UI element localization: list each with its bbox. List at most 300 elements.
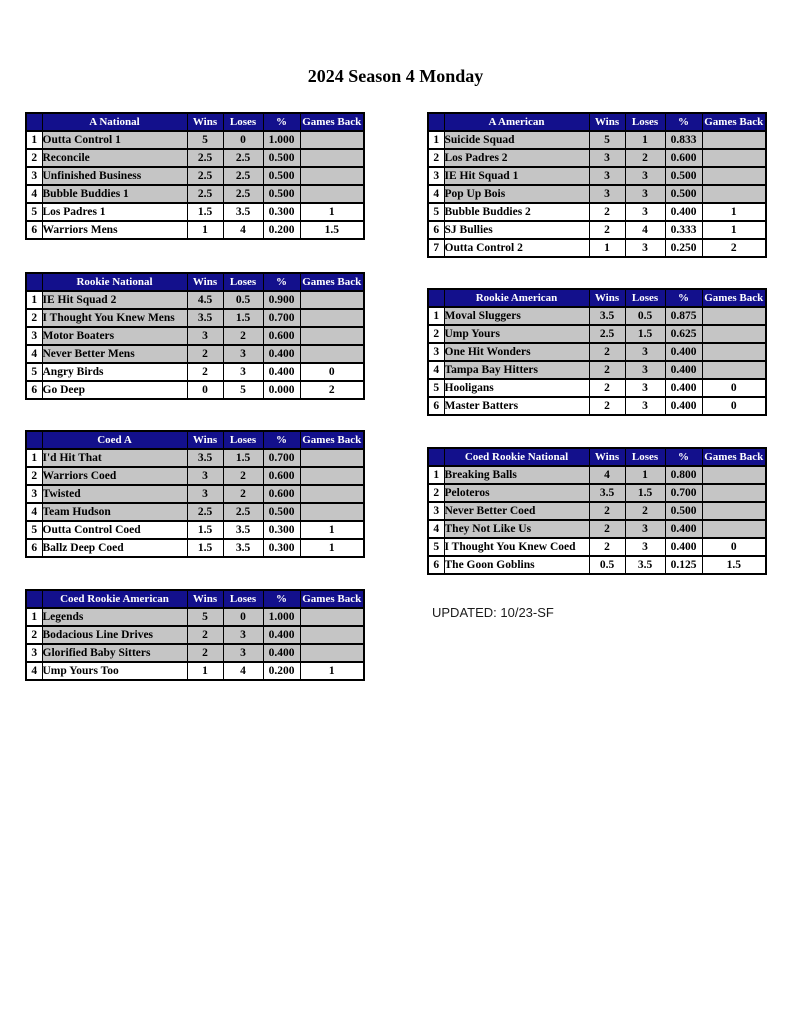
standings-row (26, 485, 364, 503)
wins-cell: 3 (589, 167, 625, 185)
games-back-cell: 0 (702, 379, 766, 397)
games-back-cell: 1 (300, 539, 364, 557)
games-back-cell: 1 (300, 662, 364, 680)
pct-cell: 0.875 (665, 307, 702, 325)
wins-cell: 3.5 (589, 484, 625, 502)
loses-header: Loses (223, 273, 263, 291)
rank-cell: 3 (428, 502, 444, 520)
league-name-header: A National (42, 113, 187, 131)
pct-cell: 0.500 (665, 502, 702, 520)
games-back-cell (300, 626, 364, 644)
loses-cell: 3 (625, 361, 665, 379)
team-cell: Warriors Mens (42, 221, 187, 239)
table-rookie-american (427, 288, 767, 416)
games-back-cell (702, 484, 766, 502)
rank-cell: 4 (428, 520, 444, 538)
wins-cell: 0.5 (589, 556, 625, 574)
games-back-cell (300, 291, 364, 309)
team-cell: Tampa Bay Hitters (444, 361, 589, 379)
standings-row (428, 484, 766, 502)
wins-cell: 2 (187, 363, 223, 381)
updated-note: UPDATED: 10/23-SF (432, 605, 554, 620)
standings-row (428, 538, 766, 556)
games-back-cell: 0 (300, 363, 364, 381)
standings-row (428, 203, 766, 221)
standings-row (428, 397, 766, 415)
team-cell: Ballz Deep Coed (42, 539, 187, 557)
standings-row (26, 203, 364, 221)
league-name-header: Coed A (42, 431, 187, 449)
loses-cell: 3 (223, 644, 263, 662)
loses-cell: 2.5 (223, 185, 263, 203)
pct-cell: 0.400 (665, 538, 702, 556)
team-cell: Twisted (42, 485, 187, 503)
standings-table (427, 447, 767, 575)
pct-cell: 0.500 (263, 167, 300, 185)
wins-header: Wins (187, 590, 223, 608)
pct-cell: 0.400 (665, 520, 702, 538)
wins-header: Wins (589, 448, 625, 466)
wins-cell: 3.5 (589, 307, 625, 325)
wins-cell: 2 (589, 221, 625, 239)
loses-cell: 0.5 (223, 291, 263, 309)
table-coed-rookie-american (25, 589, 363, 681)
games-back-cell: 1 (702, 203, 766, 221)
games-back-cell: 2 (300, 381, 364, 399)
team-cell: Bubble Buddies 2 (444, 203, 589, 221)
wins-cell: 3.5 (187, 309, 223, 327)
rank-cell: 6 (428, 221, 444, 239)
games-back-header: Games Back (702, 289, 766, 307)
rank-cell: 4 (428, 361, 444, 379)
rank-cell: 5 (428, 379, 444, 397)
pct-cell: 0.125 (665, 556, 702, 574)
games-back-cell (300, 503, 364, 521)
rank-cell: 6 (428, 397, 444, 415)
games-back-cell: 1 (300, 203, 364, 221)
team-cell: Bubble Buddies 1 (42, 185, 187, 203)
loses-cell: 1.5 (223, 449, 263, 467)
pct-cell: 0.625 (665, 325, 702, 343)
table-a-american (427, 112, 767, 258)
pct-cell: 1.000 (263, 131, 300, 149)
games-back-cell: 2 (702, 239, 766, 257)
team-cell: They Not Like Us (444, 520, 589, 538)
team-cell: Los Padres 1 (42, 203, 187, 221)
loses-cell: 2 (223, 327, 263, 345)
team-cell: Angry Birds (42, 363, 187, 381)
team-cell: Motor Boaters (42, 327, 187, 345)
league-name-header: Coed Rookie American (42, 590, 187, 608)
games-back-cell (300, 608, 364, 626)
team-cell: Outta Control Coed (42, 521, 187, 539)
loses-cell: 1.5 (625, 484, 665, 502)
pct-cell: 0.700 (263, 309, 300, 327)
standings-table (25, 589, 365, 681)
games-back-cell (702, 466, 766, 484)
rank-cell: 3 (26, 167, 42, 185)
standings-row (428, 361, 766, 379)
games-back-cell (300, 131, 364, 149)
games-back-cell (300, 345, 364, 363)
table-a-national (25, 112, 363, 240)
rank-cell: 7 (428, 239, 444, 257)
team-cell: Reconcile (42, 149, 187, 167)
wins-cell: 2.5 (187, 149, 223, 167)
team-cell: Breaking Balls (444, 466, 589, 484)
pct-header: % (263, 273, 300, 291)
pct-header: % (263, 590, 300, 608)
loses-cell: 2 (625, 149, 665, 167)
team-cell: IE Hit Squad 1 (444, 167, 589, 185)
standings-row (26, 363, 364, 381)
rank-cell: 2 (26, 467, 42, 485)
pct-cell: 0.333 (665, 221, 702, 239)
pct-cell: 0.500 (665, 167, 702, 185)
rank-header (26, 273, 42, 291)
standings-row (428, 520, 766, 538)
loses-header: Loses (223, 113, 263, 131)
loses-cell: 4 (223, 662, 263, 680)
games-back-cell (300, 467, 364, 485)
pct-cell: 0.400 (263, 644, 300, 662)
pct-cell: 0.800 (665, 466, 702, 484)
team-cell: Go Deep (42, 381, 187, 399)
rank-header (428, 113, 444, 131)
team-cell: Moval Sluggers (444, 307, 589, 325)
games-back-header: Games Back (300, 431, 364, 449)
wins-cell: 2 (187, 345, 223, 363)
wins-cell: 1.5 (187, 203, 223, 221)
team-cell: Outta Control 1 (42, 131, 187, 149)
games-back-cell: 1.5 (300, 221, 364, 239)
standings-row (428, 466, 766, 484)
rank-cell: 4 (26, 345, 42, 363)
league-name-header: Rookie National (42, 273, 187, 291)
games-back-header: Games Back (702, 448, 766, 466)
wins-header: Wins (187, 113, 223, 131)
wins-header: Wins (187, 431, 223, 449)
loses-cell: 0 (223, 608, 263, 626)
games-back-cell: 0 (702, 397, 766, 415)
wins-cell: 5 (187, 131, 223, 149)
loses-cell: 3 (223, 363, 263, 381)
standings-table (25, 112, 365, 240)
wins-cell: 2 (589, 379, 625, 397)
standings-table (25, 430, 365, 558)
pct-cell: 0.300 (263, 521, 300, 539)
pct-cell: 0.600 (263, 327, 300, 345)
loses-header: Loses (223, 431, 263, 449)
standings-row (26, 539, 364, 557)
pct-cell: 0.300 (263, 203, 300, 221)
header-row (26, 273, 364, 291)
standings-row (26, 381, 364, 399)
loses-cell: 2 (625, 502, 665, 520)
rank-cell: 1 (26, 449, 42, 467)
games-back-header: Games Back (300, 590, 364, 608)
pct-cell: 0.200 (263, 221, 300, 239)
pct-cell: 0.400 (263, 363, 300, 381)
loses-cell: 5 (223, 381, 263, 399)
games-back-cell (702, 520, 766, 538)
loses-cell: 2 (223, 467, 263, 485)
wins-cell: 2 (589, 502, 625, 520)
loses-cell: 3 (223, 345, 263, 363)
pct-cell: 0.600 (263, 485, 300, 503)
standings-row (428, 556, 766, 574)
team-cell: The Goon Goblins (444, 556, 589, 574)
standings-row (428, 239, 766, 257)
games-back-cell (300, 167, 364, 185)
team-cell: Los Padres 2 (444, 149, 589, 167)
pct-cell: 0.250 (665, 239, 702, 257)
rank-cell: 6 (26, 381, 42, 399)
games-back-cell (702, 307, 766, 325)
standings-row (428, 131, 766, 149)
team-cell: Peloteros (444, 484, 589, 502)
rank-cell: 1 (26, 608, 42, 626)
rank-header (26, 431, 42, 449)
wins-cell: 2 (589, 538, 625, 556)
games-back-header: Games Back (300, 273, 364, 291)
pct-cell: 0.400 (665, 203, 702, 221)
loses-cell: 3.5 (223, 521, 263, 539)
loses-cell: 4 (625, 221, 665, 239)
rank-cell: 5 (26, 363, 42, 381)
standings-row (26, 149, 364, 167)
loses-cell: 1.5 (223, 309, 263, 327)
rank-cell: 2 (428, 484, 444, 502)
standings-row (26, 521, 364, 539)
team-cell: SJ Bullies (444, 221, 589, 239)
rank-cell: 3 (428, 167, 444, 185)
games-back-cell (702, 343, 766, 361)
games-back-cell (300, 327, 364, 345)
standings-row (26, 131, 364, 149)
wins-cell: 3 (187, 485, 223, 503)
header-row (428, 289, 766, 307)
wins-cell: 3.5 (187, 449, 223, 467)
league-name-header: Coed Rookie National (444, 448, 589, 466)
pct-header: % (263, 113, 300, 131)
games-back-cell: 1 (300, 521, 364, 539)
rank-cell: 1 (428, 131, 444, 149)
wins-cell: 5 (589, 131, 625, 149)
table-coed-a (25, 430, 363, 558)
games-back-cell (702, 131, 766, 149)
loses-header: Loses (625, 448, 665, 466)
wins-cell: 1 (187, 221, 223, 239)
rank-cell: 4 (26, 662, 42, 680)
loses-cell: 3 (625, 203, 665, 221)
rank-cell: 3 (428, 343, 444, 361)
pct-cell: 0.400 (263, 626, 300, 644)
wins-cell: 2 (187, 644, 223, 662)
wins-cell: 2.5 (187, 167, 223, 185)
standings-row (26, 309, 364, 327)
rank-cell: 5 (428, 203, 444, 221)
wins-cell: 2 (589, 203, 625, 221)
games-back-cell (702, 149, 766, 167)
league-name-header: A American (444, 113, 589, 131)
loses-cell: 1 (625, 466, 665, 484)
games-back-cell: 0 (702, 538, 766, 556)
games-back-cell (300, 644, 364, 662)
league-name-header: Rookie American (444, 289, 589, 307)
rank-cell: 6 (26, 221, 42, 239)
pct-cell: 0.000 (263, 381, 300, 399)
team-cell: Never Better Mens (42, 345, 187, 363)
wins-cell: 1 (187, 662, 223, 680)
standings-row (26, 221, 364, 239)
header-row (26, 113, 364, 131)
header-row (26, 431, 364, 449)
games-back-cell (300, 449, 364, 467)
loses-header: Loses (625, 113, 665, 131)
wins-cell: 4.5 (187, 291, 223, 309)
games-back-cell (702, 502, 766, 520)
loses-cell: 2.5 (223, 149, 263, 167)
rank-cell: 5 (26, 521, 42, 539)
wins-cell: 4 (589, 466, 625, 484)
wins-header: Wins (589, 113, 625, 131)
standings-table (427, 112, 767, 258)
pct-cell: 0.200 (263, 662, 300, 680)
rank-cell: 1 (428, 466, 444, 484)
team-cell: Bodacious Line Drives (42, 626, 187, 644)
rank-cell: 3 (26, 327, 42, 345)
standings-row (428, 343, 766, 361)
team-cell: Hooligans (444, 379, 589, 397)
team-cell: Glorified Baby Sitters (42, 644, 187, 662)
loses-cell: 3 (625, 520, 665, 538)
pct-cell: 0.400 (665, 397, 702, 415)
team-cell: Master Batters (444, 397, 589, 415)
loses-cell: 3 (625, 343, 665, 361)
wins-cell: 2 (187, 626, 223, 644)
wins-cell: 3 (589, 149, 625, 167)
table-rookie-national (25, 272, 363, 400)
rank-cell: 1 (26, 131, 42, 149)
pct-header: % (665, 113, 702, 131)
games-back-cell (300, 485, 364, 503)
games-back-cell (300, 149, 364, 167)
page-title: 2024 Season 4 Monday (307, 66, 484, 86)
loses-cell: 2 (223, 485, 263, 503)
loses-cell: 1.5 (625, 325, 665, 343)
team-cell: Outta Control 2 (444, 239, 589, 257)
loses-cell: 3.5 (223, 539, 263, 557)
rank-cell: 1 (26, 291, 42, 309)
loses-cell: 2.5 (223, 503, 263, 521)
standings-row (428, 167, 766, 185)
loses-cell: 3.5 (223, 203, 263, 221)
rank-cell: 1 (428, 307, 444, 325)
rank-header (26, 590, 42, 608)
header-row (428, 113, 766, 131)
wins-cell: 2.5 (187, 185, 223, 203)
team-cell: Warriors Coed (42, 467, 187, 485)
team-cell: Ump Yours Too (42, 662, 187, 680)
pct-cell: 0.700 (263, 449, 300, 467)
standings-row (428, 185, 766, 203)
loses-cell: 3 (625, 397, 665, 415)
team-cell: IE Hit Squad 2 (42, 291, 187, 309)
pct-cell: 0.400 (665, 379, 702, 397)
wins-cell: 3 (589, 185, 625, 203)
rank-cell: 2 (428, 325, 444, 343)
wins-cell: 2 (589, 520, 625, 538)
pct-cell: 0.833 (665, 131, 702, 149)
standings-row (428, 379, 766, 397)
rank-cell: 3 (26, 644, 42, 662)
rank-header (428, 289, 444, 307)
rank-cell: 6 (428, 556, 444, 574)
loses-header: Loses (625, 289, 665, 307)
loses-cell: 0.5 (625, 307, 665, 325)
games-back-cell (300, 185, 364, 203)
pct-cell: 0.700 (665, 484, 702, 502)
pct-cell: 0.300 (263, 539, 300, 557)
wins-cell: 2 (589, 361, 625, 379)
wins-cell: 2 (589, 397, 625, 415)
pct-header: % (263, 431, 300, 449)
wins-cell: 2.5 (187, 503, 223, 521)
standings-row (26, 291, 364, 309)
team-cell: Team Hudson (42, 503, 187, 521)
wins-cell: 1.5 (187, 521, 223, 539)
standings-row (428, 149, 766, 167)
pct-cell: 1.000 (263, 608, 300, 626)
loses-cell: 3.5 (625, 556, 665, 574)
games-back-header: Games Back (300, 113, 364, 131)
pct-cell: 0.400 (665, 343, 702, 361)
standings-row (26, 327, 364, 345)
team-cell: One Hit Wonders (444, 343, 589, 361)
team-cell: Ump Yours (444, 325, 589, 343)
games-back-cell (300, 309, 364, 327)
rank-cell: 5 (428, 538, 444, 556)
pct-header: % (665, 289, 702, 307)
games-back-cell: 1 (702, 221, 766, 239)
header-row (26, 590, 364, 608)
games-back-cell (702, 167, 766, 185)
standings-row (26, 644, 364, 662)
wins-cell: 1.5 (187, 539, 223, 557)
rank-cell: 6 (26, 539, 42, 557)
standings-row (428, 325, 766, 343)
games-back-cell (702, 185, 766, 203)
wins-cell: 3 (187, 467, 223, 485)
team-cell: Legends (42, 608, 187, 626)
wins-cell: 1 (589, 239, 625, 257)
loses-cell: 3 (625, 379, 665, 397)
header-row (428, 448, 766, 466)
standings-row (428, 307, 766, 325)
rank-cell: 2 (26, 309, 42, 327)
standings-row (26, 449, 364, 467)
rank-cell: 4 (26, 503, 42, 521)
wins-cell: 3 (187, 327, 223, 345)
pct-cell: 0.400 (263, 345, 300, 363)
team-cell: Pop Up Bois (444, 185, 589, 203)
loses-cell: 2.5 (223, 167, 263, 185)
rank-cell: 2 (428, 149, 444, 167)
standings-row (26, 503, 364, 521)
games-back-cell (702, 361, 766, 379)
wins-cell: 5 (187, 608, 223, 626)
